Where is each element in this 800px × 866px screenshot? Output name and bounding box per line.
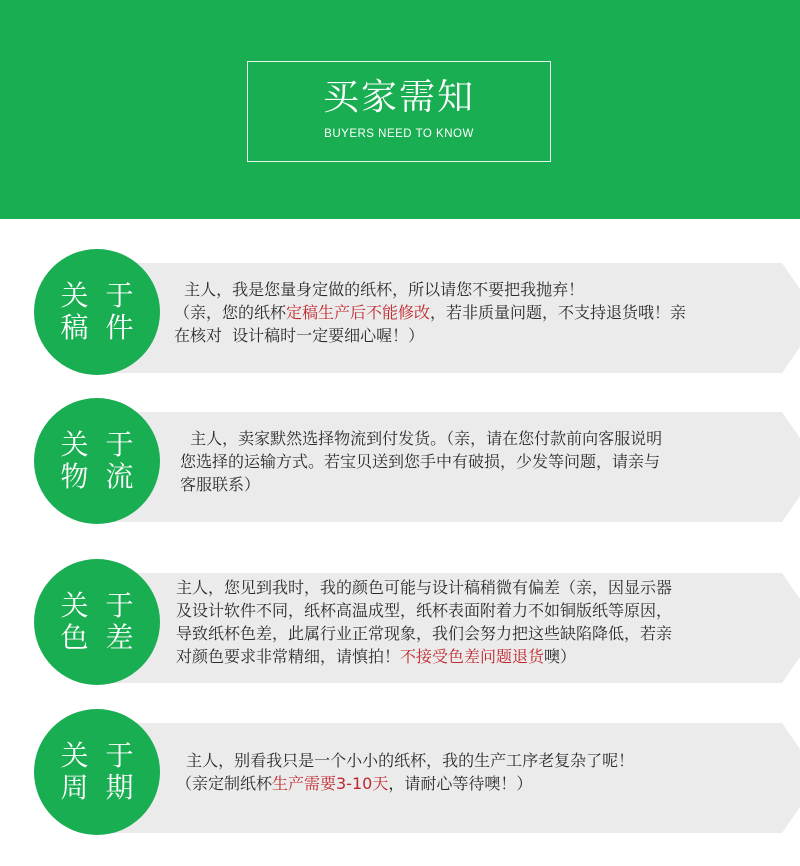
notice-text-segment: ，若非质量问题，不支持退货哦！亲	[430, 302, 687, 322]
notice-line	[180, 450, 780, 473]
badge-line: 物 流	[60, 460, 138, 493]
notice-text	[180, 398, 780, 524]
notice-badge	[34, 398, 160, 524]
notice-card-manuscript	[34, 249, 794, 375]
notice-line	[176, 622, 776, 645]
highlight-text: 生产需要3-10天	[272, 774, 389, 793]
notice-text-segment: 导致纸杯色差，此属行业正常现象，我们会努力把这些缺陷降低，若亲	[176, 624, 673, 643]
notice-line	[176, 772, 776, 795]
header-banner	[0, 0, 800, 219]
notice-text-segment: 主人，您见到我时，我的颜色可能与设计稿稍微有偏差（亲，因显示器	[176, 578, 673, 597]
badge-line: 色 差	[60, 621, 138, 654]
notice-card-logistics	[34, 398, 794, 524]
notice-text-segment: 主人，我是您量身定做的纸杯，所以请您不要把我抛弃！	[174, 279, 585, 299]
notice-text-segment: （亲定制纸杯	[176, 774, 273, 793]
notice-text	[176, 559, 776, 685]
notice-card-color-difference	[34, 559, 794, 685]
notice-card-production-cycle	[34, 709, 794, 835]
notice-line	[180, 427, 780, 450]
badge-line: 关 于	[60, 739, 138, 772]
notice-line	[176, 576, 776, 599]
notice-text-segment: 客服联系）	[180, 474, 261, 494]
notice-badge	[34, 709, 160, 835]
notice-text-segment: 主人，卖家默然选择物流到付发货。（亲，请在您付款前向客服说明	[180, 428, 663, 448]
notice-line	[174, 301, 774, 324]
notice-text-segment: （亲，您的纸杯	[174, 302, 287, 322]
header-title-box	[247, 61, 551, 162]
notice-badge	[34, 559, 160, 685]
notice-line	[174, 278, 774, 301]
notice-text-segment: 在核对 设计稿时一定要细心喔！）	[174, 325, 425, 345]
notice-text-segment: 及设计软件不同，纸杯高温成型，纸杯表面附着力不如铜版纸等原因，	[176, 601, 673, 620]
notice-text-segment: 对颜色要求非常精细，请慎拍！	[176, 647, 401, 666]
notice-text	[176, 709, 776, 835]
badge-line: 关 于	[60, 279, 138, 312]
notice-line	[176, 749, 776, 772]
badge-line: 稿 件	[60, 311, 138, 344]
notice-text-segment: 您选择的运输方式。若宝贝送到您手中有破损，少发等问题，请亲与	[180, 451, 661, 471]
notice-text-segment: 噢）	[544, 647, 577, 666]
badge-line: 关 于	[60, 428, 138, 461]
notice-text-segment: 主人，别看我只是一个小小的纸杯，我的生产工序老复杂了呢！	[176, 751, 635, 770]
page-title: 买家需知	[322, 77, 475, 118]
notice-line	[180, 473, 780, 496]
page-subtitle: BUYERS NEED TO KNOW	[324, 128, 474, 140]
highlight-text: 不接受色差问题退货	[400, 647, 545, 666]
notice-text	[174, 249, 774, 375]
badge-line: 关 于	[60, 589, 138, 622]
notice-text-segment: ，请耐心等待噢！）	[388, 774, 533, 793]
badge-line: 周 期	[60, 771, 138, 804]
notice-badge	[34, 249, 160, 375]
highlight-text: 定稿生产后不能修改	[286, 302, 431, 322]
notice-line	[176, 645, 776, 668]
notice-line	[176, 599, 776, 622]
notice-line	[174, 324, 774, 347]
